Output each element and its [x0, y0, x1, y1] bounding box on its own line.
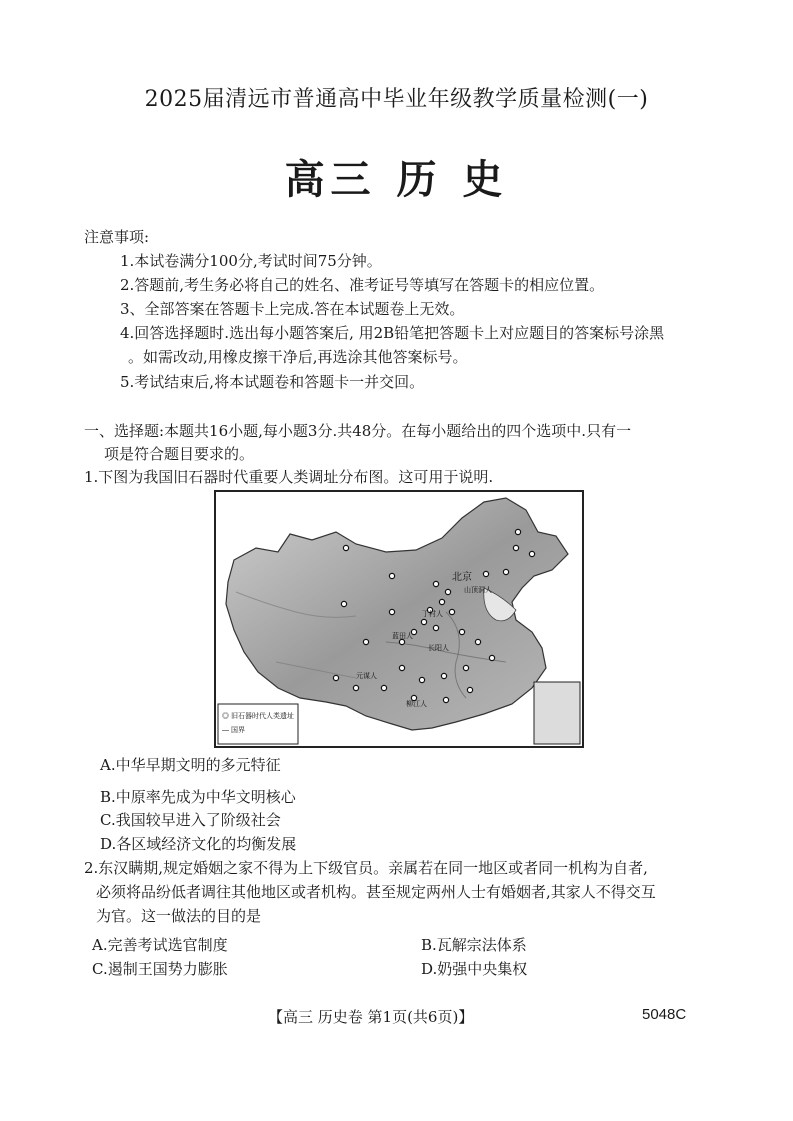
- paleolithic-sites-map: [214, 490, 584, 748]
- question-2-stem: 2.东汉瞒期,规定婚姻之家不得为上下级官员。亲属若在同一地区或者同一机构为自者,: [84, 859, 648, 877]
- exam-title: 2025届清远市普通高中毕业年级教学质量检测(一): [144, 87, 649, 112]
- q1-option-a: A.中华早期文明的多元特征: [100, 756, 281, 774]
- map-label: 丁村人: [422, 611, 443, 618]
- question-2-stem-cont: 必须将品纷低者调往其他地区或者机构。甚至规定两州人士有婚姻者,其家人不得交互: [96, 883, 656, 901]
- section-intro: 一、选择题:本题共16小题,每小题3分.共48分。在每小题给出的四个选项中.只有一: [84, 422, 632, 440]
- map-legend-item: ◎ 旧石器时代人类遗址: [222, 713, 294, 720]
- q2-option-a: A.完善考试选官制度: [92, 936, 228, 954]
- south-china-sea-inset: [534, 682, 580, 744]
- notice-heading: 注意事项:: [84, 228, 150, 246]
- page-footer: 【高三 历史卷 第1页(共6页)】: [268, 1008, 474, 1026]
- notice-item: 2.答题前,考生务必将自己的姓名、准考证号等填写在答题卡的相应位置。: [120, 276, 605, 294]
- q2-option-c: C.遏制王国势力膨胀: [92, 960, 228, 978]
- paper-code: 5048C: [642, 1006, 687, 1023]
- notice-item: 1.本试卷满分100分,考试时间75分钟。: [120, 252, 382, 270]
- q1-option-d: D.各区域经济文化的均衡发展: [100, 835, 297, 853]
- q1-option-c: C.我国较早进入了阶级社会: [100, 811, 281, 829]
- map-label: 元谋人: [356, 673, 377, 680]
- subject-title: 高三 历 史: [284, 156, 509, 203]
- map-label: 山顶洞人: [464, 587, 492, 594]
- question-2-stem-cont: 为官。这一做法的目的是: [96, 907, 262, 925]
- map-legend-box: [218, 704, 298, 744]
- notice-item: 5.考试结束后,将本试题卷和答题卡一并交回。: [120, 373, 425, 391]
- map-label: 蓝田人: [392, 633, 413, 640]
- q1-option-b: B.中原率先成为中华文明核心: [100, 788, 296, 806]
- section-intro-cont: 项是符合题目要求的。: [104, 445, 255, 463]
- map-label: 柳江人: [406, 701, 427, 708]
- q2-option-d: D.奶强中央集权: [421, 960, 528, 978]
- map-legend-item: — 国界: [222, 727, 245, 734]
- question-1-stem: 1.下图为我国旧石器时代重要人类调址分布图。这可用于说明.: [84, 468, 494, 486]
- notice-item: 3、全部答案在答题卡上完成.答在本试题卷上无效。: [120, 300, 465, 318]
- notice-item: 。如需改动,用橡皮擦干净后,再选涂其他答案标号。: [128, 348, 468, 366]
- china-map-graphic: [216, 492, 582, 746]
- map-label: 北京: [452, 572, 472, 583]
- notice-item: 4.回答选择题时.选出每小题答案后, 用2B铅笔把答题卡上对应题目的答案标号涂黑: [120, 324, 665, 342]
- q2-option-b: B.瓦解宗法体系: [421, 936, 527, 954]
- map-label: 长阳人: [428, 645, 449, 652]
